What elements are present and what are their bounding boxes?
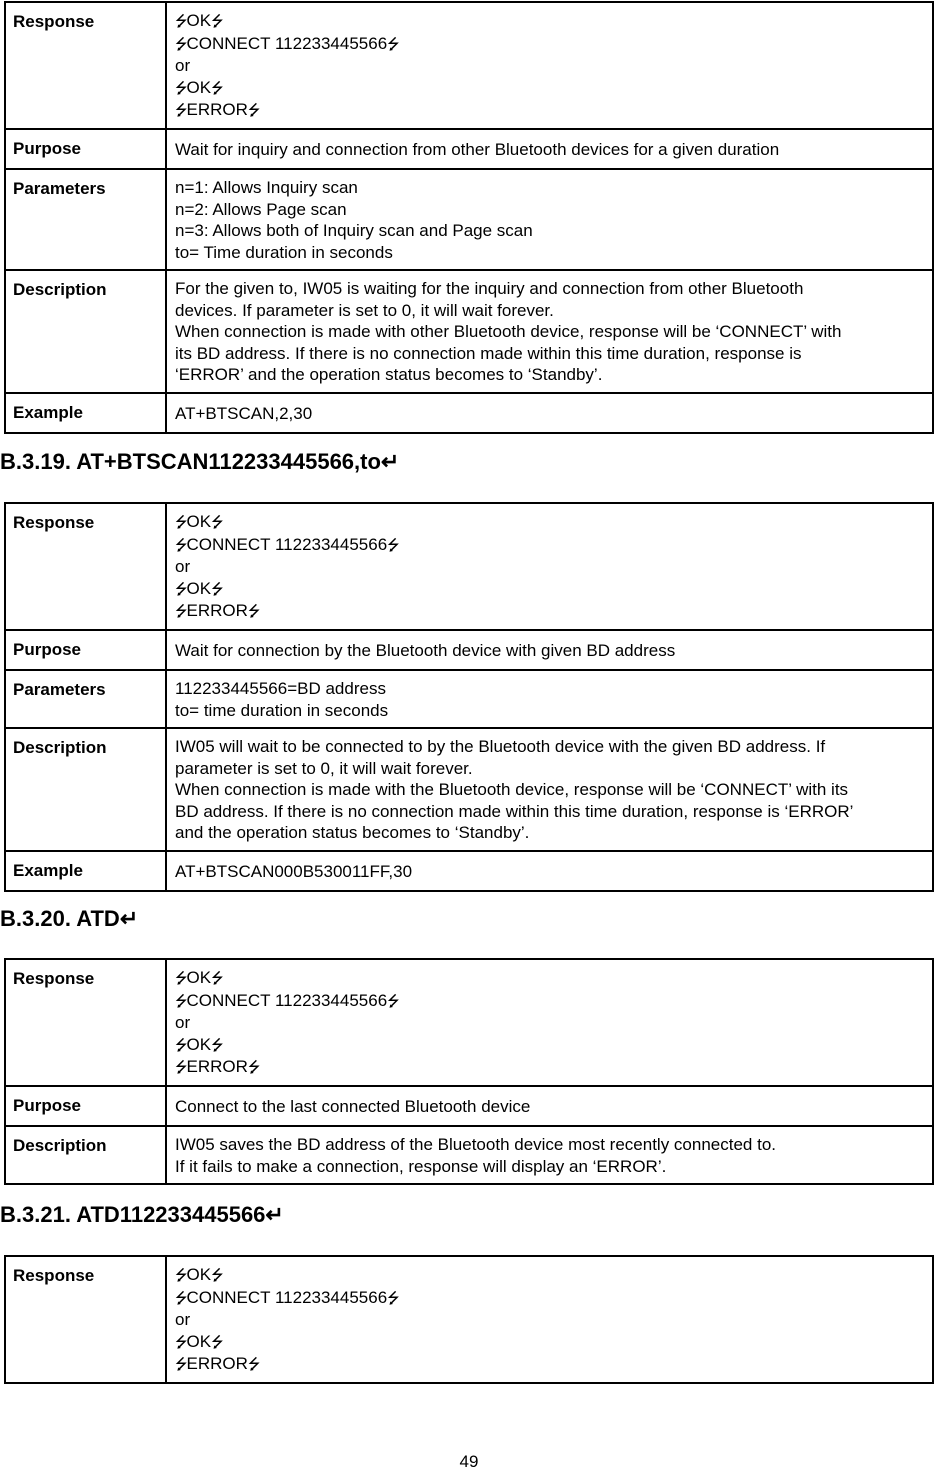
description-label: Description: [5, 728, 166, 851]
response-line: or: [175, 1013, 191, 1032]
response-value: [166, 2, 933, 129]
purpose-label: Purpose: [5, 1086, 166, 1127]
description-line: and the operation status becomes to ‘Standby’.: [175, 823, 530, 842]
purpose-label: Purpose: [5, 630, 166, 671]
response-label: Response: [5, 503, 166, 630]
description-value: [166, 270, 933, 393]
response-line: ⭍OK⭍: [175, 1331, 223, 1351]
response-line: ⭍CONNECT 112233445566⭍: [175, 1287, 399, 1307]
response-line: ⭍CONNECT 112233445566⭍: [175, 33, 399, 53]
description-line: parameter is set to 0, it will wait forever.: [175, 758, 473, 778]
parameters-label: Parameters: [5, 670, 166, 728]
parameters-value: [166, 670, 933, 728]
response-line: ⭍OK⭍: [175, 11, 223, 30]
description-line: IW05 will wait to be connected to by the Bluetooth device with the given BD address. If: [175, 737, 826, 756]
description-label: Description: [5, 270, 166, 393]
parameter-line: to= time duration in seconds: [175, 700, 389, 720]
response-line: or: [175, 557, 191, 576]
response-line: ⭍ERROR⭍: [175, 100, 260, 119]
description-label: Description: [5, 1126, 166, 1184]
example-value: AT+BTSCAN,2,30: [166, 393, 933, 434]
purpose-value: Connect to the last connected Bluetooth device: [166, 1086, 933, 1127]
response-line: ⭍ERROR⭍: [175, 1354, 260, 1373]
description-line: its BD address. If there is no connection made within this time duration, response is: [175, 343, 802, 363]
command-table-btscan-address: [4, 502, 934, 892]
response-value: [166, 959, 933, 1086]
parameter-line: n=3: Allows both of Inquiry scan and Page scan: [175, 221, 533, 240]
response-line: ⭍OK⭍: [175, 578, 223, 598]
parameter-line: 112233445566=BD address: [175, 679, 386, 698]
page-number: 49: [459, 1452, 479, 1471]
command-table-atd-address: [4, 1255, 934, 1384]
description-line: devices. If parameter is set to 0, it will wait forever.: [175, 300, 554, 320]
response-line: or: [175, 56, 191, 75]
parameter-line: to= Time duration in seconds: [175, 242, 393, 262]
section-heading-b3-21: B.3.21. ATD112233445566↵: [0, 1202, 284, 1227]
purpose-value: Wait for connection by the Bluetooth device with given BD address: [166, 630, 933, 671]
response-value: [166, 1256, 933, 1383]
response-line: ⭍OK⭍: [175, 1265, 223, 1284]
response-line: ⭍OK⭍: [175, 1034, 223, 1054]
description-line: If it fails to make a connection, response will display an ‘ERROR’.: [175, 1156, 667, 1176]
section-heading-b3-19: B.3.19. AT+BTSCAN112233445566,to↵: [0, 449, 400, 474]
parameter-line: n=1: Allows Inquiry scan: [175, 178, 358, 197]
example-label: Example: [5, 851, 166, 892]
example-label: Example: [5, 393, 166, 434]
description-line: BD address. If there is no connection made within this time duration, response is ‘ERROR’: [175, 801, 854, 821]
parameters-label: Parameters: [5, 169, 166, 270]
return-icon: ↵: [380, 449, 400, 474]
response-label: Response: [5, 1256, 166, 1383]
parameter-line: n=2: Allows Page scan: [175, 199, 347, 219]
response-line: ⭍ERROR⭍: [175, 1057, 260, 1076]
response-line: ⭍CONNECT 112233445566⭍: [175, 534, 399, 554]
description-line: When connection is made with other Bluetooth device, response will be ‘CONNECT’ with: [175, 322, 842, 341]
purpose-label: Purpose: [5, 129, 166, 170]
response-line: ⭍OK⭍: [175, 77, 223, 97]
section-heading-b3-20: B.3.20. ATD↵: [0, 906, 139, 931]
response-label: Response: [5, 2, 166, 129]
example-value: AT+BTSCAN000B530011FF,30: [166, 851, 933, 892]
response-label: Response: [5, 959, 166, 1086]
description-line: ‘ERROR’ and the operation status becomes to ‘Standby’.: [175, 365, 603, 384]
description-value: [166, 1126, 933, 1184]
description-line: When connection is made with the Bluetooth device, response will be ‘CONNECT’ with its: [175, 780, 849, 799]
purpose-value: Wait for inquiry and connection from other Bluetooth devices for a given duration: [166, 129, 933, 170]
response-value: [166, 503, 933, 630]
response-line: ⭍ERROR⭍: [175, 601, 260, 620]
command-table-btscan-mode: [4, 1, 934, 434]
response-line: or: [175, 1310, 191, 1329]
response-line: ⭍OK⭍: [175, 512, 223, 531]
parameters-value: [166, 169, 933, 270]
response-line: ⭍CONNECT 112233445566⭍: [175, 990, 399, 1010]
description-line: IW05 saves the BD address of the Bluetooth device most recently connected to.: [175, 1135, 776, 1154]
return-icon: ↵: [265, 1202, 284, 1227]
description-line: For the given to, IW05 is waiting for the inquiry and connection from other Bluetooth: [175, 279, 804, 298]
response-line: ⭍OK⭍: [175, 968, 223, 987]
command-table-atd: [4, 958, 934, 1185]
description-value: [166, 728, 933, 851]
return-icon: ↵: [119, 906, 139, 931]
